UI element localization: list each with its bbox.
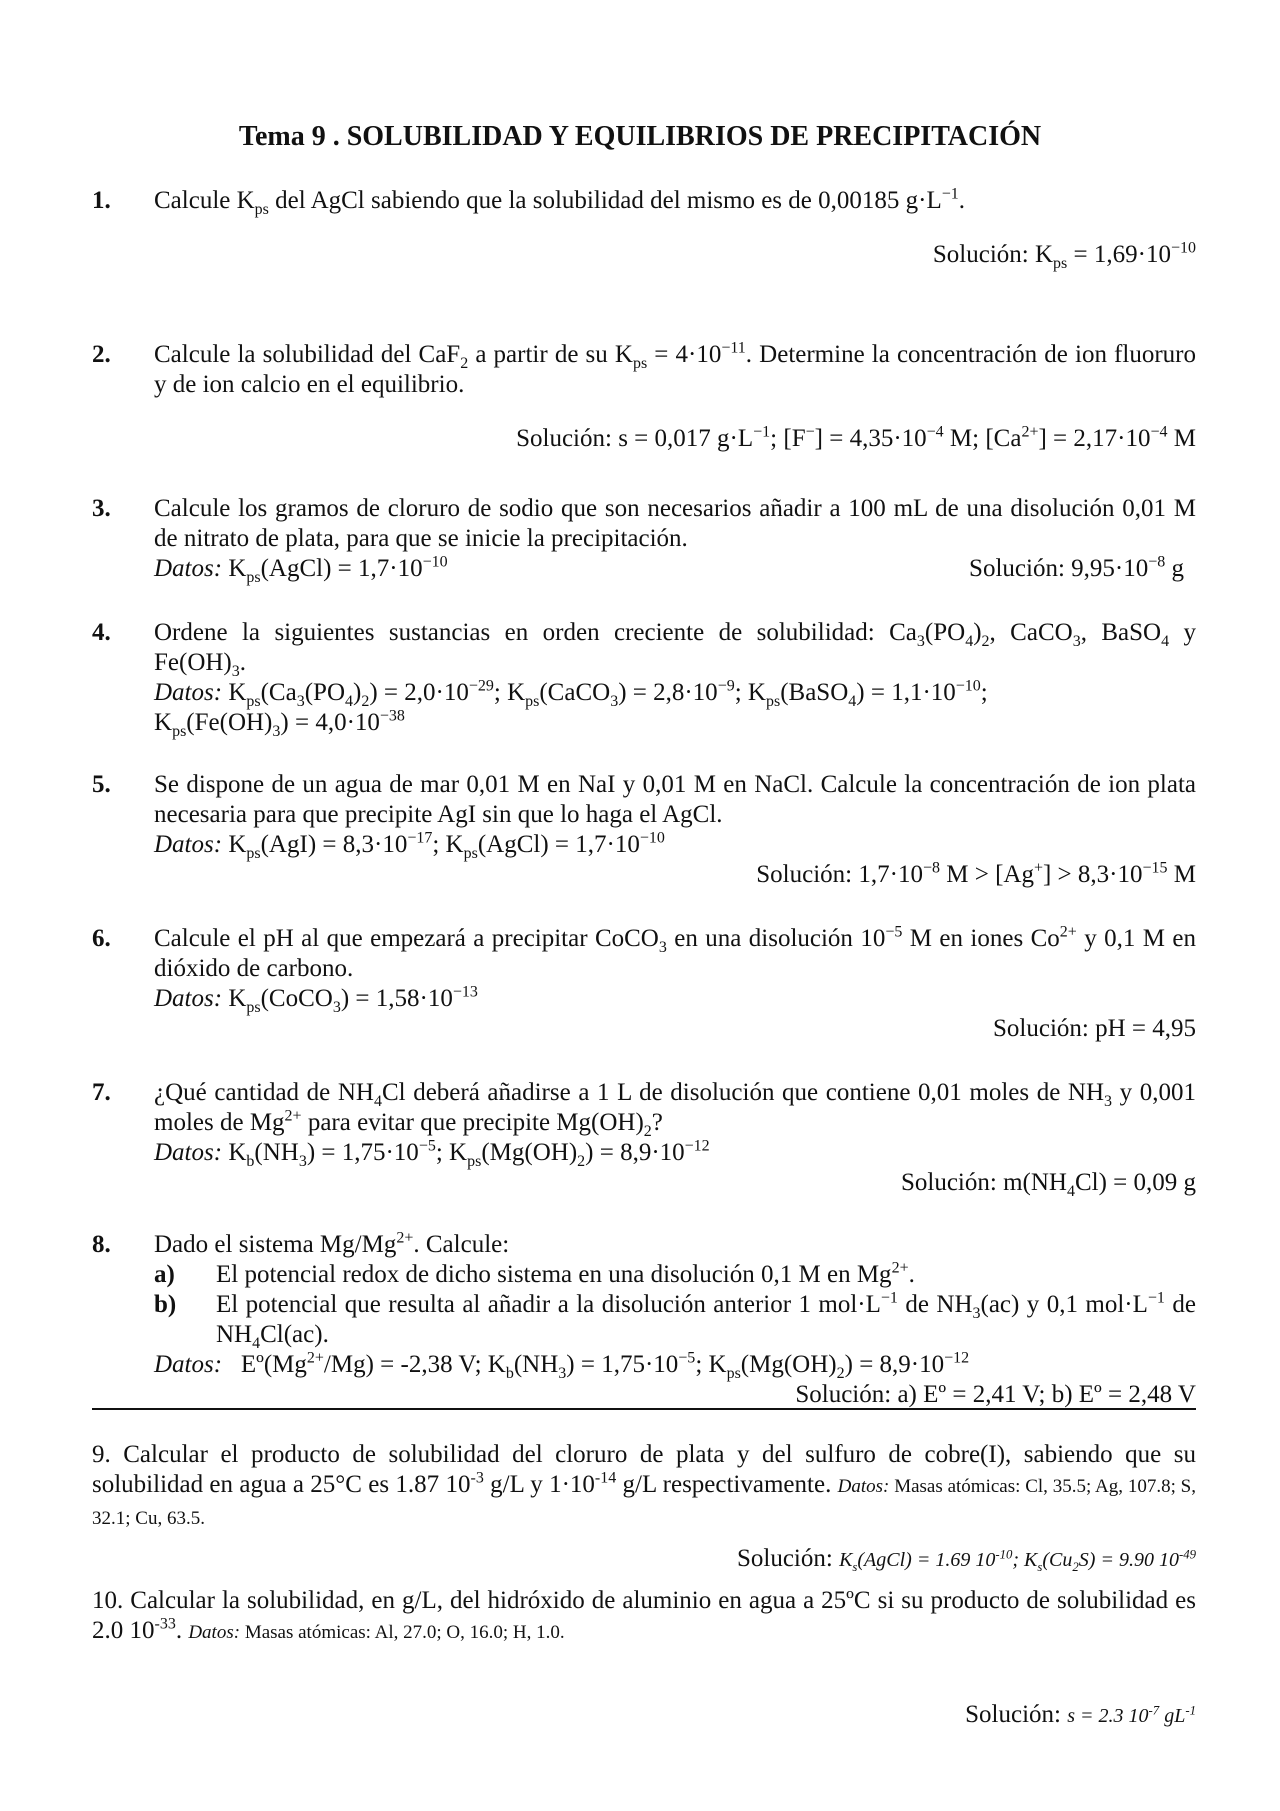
datos-line-continued: $K_{ps}(Fe(OH)_3) = 4,0\cdot 10^{-38}$ xyxy=(154,707,405,740)
problem-statement: ¿Qué cantidad de $NH_4Cl$ deberá añadirse a 1 L de disolución que contiene 0,01 moles de $NH_3$ y 0,001 moles de $Mg^{2+}$ para evitar que precipite $Mg(OH)_2$? xyxy=(154,1079,1197,1140)
page-title: Tema 9 . SOLUBILIDAD Y EQUILIBRIOS DE PRECIPITACIÓN xyxy=(238,121,1042,152)
problem-9 xyxy=(92,1440,1196,1575)
problem-statement: Calcule los gramos de cloruro de sodio que son necesarios añadir a 100 mL de una disolución 0,01 M de nitrato de plata, para que se inicie la precipitación. xyxy=(154,495,1196,552)
problem-number: 5. xyxy=(92,771,111,798)
problem-6 xyxy=(92,924,1196,1044)
problem-4 xyxy=(92,618,1196,738)
problem-number: 3. xyxy=(92,495,111,522)
problem-1 xyxy=(92,186,1196,270)
problem-2 xyxy=(92,340,1196,454)
problem-3 xyxy=(92,494,1196,584)
problem-statement: Dado el sistema $Mg/Mg^{2+}$. Calcule: xyxy=(154,1229,510,1258)
problem-7 xyxy=(92,1078,1196,1198)
solution-line: Solución: $m(NH_4Cl) = 0,09$ g xyxy=(900,1169,1196,1200)
problem-10 xyxy=(92,1586,1196,1731)
solution-line: Solución: pH = 4,95 xyxy=(993,1015,1196,1042)
problem-statement: Calcule la solubilidad del CaF$_2$ a partir de su $K_{ps} = 4\cdot 10^{-11}$. Determine la concentración de ion fluoruro y de ion calcio en el equilibrio. xyxy=(154,339,1196,398)
problem-number: 2. xyxy=(92,341,111,368)
problem-number: 1. xyxy=(92,187,111,214)
problem-statement: Calcule el pH al que empezará a precipitar CoCO$_3$ en una disolución $10^{-5}$ M en iones $Co^{2+}$ y 0,1 M en dióxido de carbono. xyxy=(154,923,1196,982)
problem-statement: Se dispone de un agua de mar 0,01 M en NaI y 0,01 M en NaCl. Calcule la concentración de ion plata necesaria para que precipite AgI sin que lo haga el AgCl. xyxy=(154,771,1196,828)
solution-line: Solución: $K_s(AgCl) = 1.69$ $10^{-10}$; $K_s(Cu_2S) = 9.90$ $10^{-49}$ xyxy=(736,1545,1196,1574)
datos-line: Datos: $Eº(Mg^{2+}/Mg) = -2,38$ V; $K_b(NH_3) = 1,75\cdot 10^{-5}$; $K_{ps}(Mg(OH)_2) = 8,9\cdot 10^{-12}$ xyxy=(154,1349,970,1382)
problem-number: 7. xyxy=(92,1079,111,1106)
datos-line: Datos: $K_b(NH_3) = 1,75\cdot 10^{-5}$; $K_{ps}(Mg(OH)_2) = 8,9\cdot 10^{-12}$ xyxy=(154,1137,710,1170)
problem-number: 4. xyxy=(92,619,111,646)
problem-statement: 9. Calcular el producto de solubilidad del cloruro de plata y del sulfuro de cobre(I), sabiendo que su solubilidad en agua a 25°C es 1.87 $10^{-3}$ g/L y $1\cdot 10^{-14}$ g/L respectivamente. Datos: Masas atómicas: Cl, 35.5; Ag, 107.8; S, 32.1; Cu, 63.5. xyxy=(92,1441,1196,1529)
problem-8 xyxy=(92,1230,1196,1410)
datos-line: Datos: $K_{ps}(AgI) = 8,3\cdot 10^{-17}$; $K_{ps}(AgCl) = 1,7\cdot 10^{-10}$ xyxy=(154,829,665,862)
problem-statement: 10. Calcular la solubilidad, en g/L, del hidróxido de aluminio en agua a 25ºC si su producto de solubilidad es 2.0 $10^{-33}$. Datos: Masas atómicas: Al, 27.0; O, 16.0; H, 1.0. xyxy=(92,1587,1196,1644)
datos-line: Datos: $K_{ps}(CoCO_3) = 1,58\cdot 10^{-13}$ xyxy=(154,983,478,1016)
problem-statement: Ordene la siguientes sustancias en orden creciente de solubilidad: $Ca_3(PO_4)_2$, CaCO$_3$, BaSO$_4$ y $Fe(OH)_3$. xyxy=(154,619,1197,680)
datos-line: Datos: $K_{ps}(AgCl) = 1,7\cdot 10^{-10}$ xyxy=(154,553,448,586)
solution-line: Solución: $9,95\cdot 10^{-8}$ g xyxy=(969,553,1184,582)
problem-statement: Calcule $K_{ps}$ del AgCl sabiendo que la solubilidad del mismo es de 0,00185 $g\cdot L^{-1}$. xyxy=(154,185,966,218)
solution-line: Solución: $1,7\cdot 10^{-8}$ $M > [Ag^+] > 8,3\cdot 10^{-15}$ M xyxy=(756,859,1196,888)
problem-5 xyxy=(92,770,1196,890)
sub-question-b: b) El potencial que resulta al añadir a la disolución anterior 1 $mol\cdot L^{-1}$ de $NH_3(ac)$ y 0,1 $mol\cdot L^{-1}$ de $NH_4Cl(ac)$. xyxy=(154,1289,1196,1352)
solution-line: Solución: s = 0,017 $g\cdot L^{-1}$; $[F^-] = 4,35\cdot 10^{-4}$ M; $[Ca^{2+}] = 2,17\cdot 10^{-4}$ M xyxy=(516,423,1196,452)
datos-line: Datos: $K_{ps}(Ca_3(PO_4)_2) = 2,0\cdot 10^{-29}$; $K_{ps}(CaCO_3) = 2,8\cdot 10^{-9}$; $K_{ps}(BaSO_4) = 1,1\cdot 10^{-10}$; xyxy=(154,677,988,710)
solution-line: Solución: a) Eº = 2,41 V; b) Eº = 2,48 V xyxy=(795,1381,1196,1408)
problem-number: 8. xyxy=(92,1231,111,1258)
solution-line: Solución: s = 2.3 $10^{-7}$ $gL^{-1}$ xyxy=(965,1701,1196,1728)
solution-line: Solución: $K_{ps} = 1,69\cdot 10^{-10}$ xyxy=(932,239,1196,272)
divider xyxy=(92,1408,1196,1410)
problem-number: 6. xyxy=(92,925,111,952)
sub-question-a: a) El potencial redox de dicho sistema en una disolución 0,1 M en $Mg^{2+}$. xyxy=(154,1259,915,1288)
